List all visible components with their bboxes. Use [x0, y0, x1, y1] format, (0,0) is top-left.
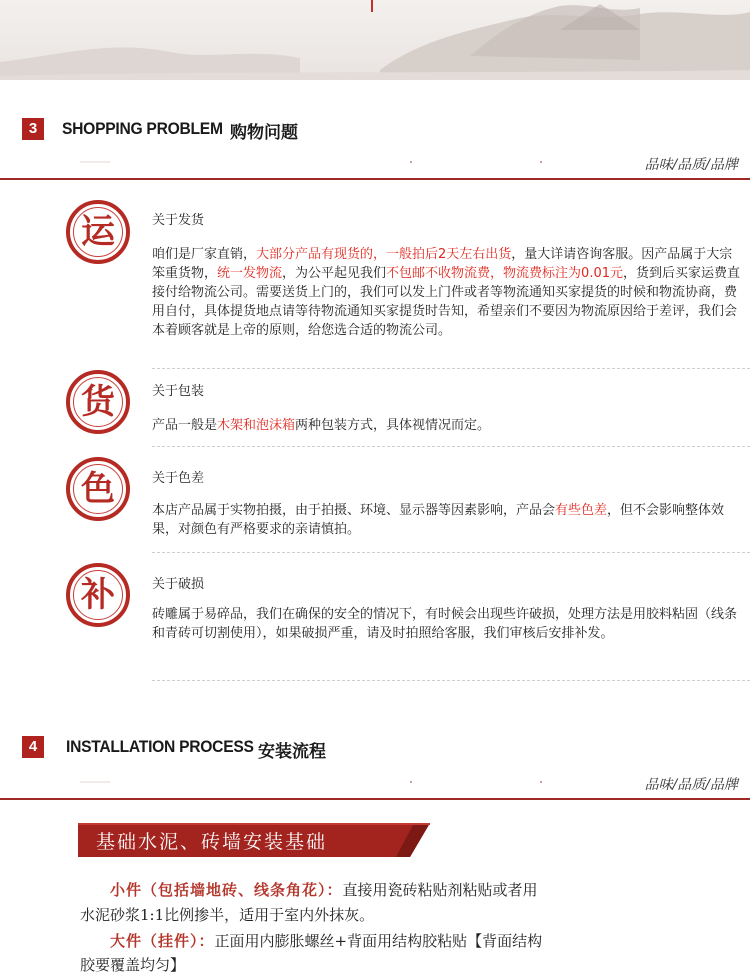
section-title-cn: 安装流程 — [258, 742, 326, 762]
section-title-cn: 购物问题 — [230, 123, 298, 143]
packaging-badge-icon: 货 — [66, 370, 130, 434]
faq-body: 本店产品属于实物拍摄，由于拍摄、环境、显示器等因素影响，产品会有些色差，但不会影响整体效果，对颜色有严格要求的亲请慎拍。 — [152, 503, 725, 537]
item-divider — [152, 368, 750, 369]
ink-mountains-icon — [0, 0, 750, 80]
section-number-badge: 3 — [22, 118, 44, 140]
faq-body: 砖雕属于易碎品，我们在确保的安全的情况下，有时候会出现些许破损，处理方法是用胶料粘固（线条和青砖可切割使用），如果破损严重，请及时拍照给客服，我们审核后安排补发。 — [152, 607, 738, 641]
small-items-label: 小件（包括墙地砖、线条角花）： — [110, 881, 343, 899]
install-large-items-cont: 胶要覆盖均匀】 — [80, 956, 186, 974]
faq-title: 关于包装 — [152, 384, 205, 399]
faq-title: 关于色差 — [152, 471, 205, 486]
install-large-items: 大件（挂件）：正面用内膨胀螺丝+背面用结构胶粘贴【背面结构 — [110, 932, 543, 950]
faq-body: 产品一般是木架和泡沫箱两种包装方式，具体视情况而定。 — [152, 418, 491, 433]
step-title: 基础水泥、砖墙安装基础 — [96, 831, 328, 853]
section-divider-line — [0, 798, 750, 800]
brand-slogan: 品味/品质/品牌 — [644, 157, 738, 173]
section-ticks — [80, 160, 720, 164]
section-header-shopping — [0, 112, 750, 202]
large-items-label: 大件（挂件）： — [110, 932, 215, 950]
item-divider — [152, 446, 750, 447]
color-badge-icon: 色 — [66, 457, 130, 521]
faq-title: 关于发货 — [152, 213, 205, 228]
item-divider — [152, 552, 750, 553]
section-ticks — [80, 780, 720, 784]
landscape-banner — [0, 0, 750, 80]
install-small-items: 小件（包括墙地砖、线条角花）：直接用瓷砖粘贴剂粘贴或者用 — [110, 881, 538, 899]
damage-badge-icon: 补 — [66, 563, 130, 627]
item-divider — [152, 680, 750, 681]
section-divider-line — [0, 178, 750, 180]
shipping-badge-icon: 运 — [66, 200, 130, 264]
section-title-en: SHOPPING PROBLEM — [62, 119, 223, 138]
section-header-install — [0, 734, 750, 824]
faq-title: 关于破损 — [152, 577, 205, 592]
section-title-en: INSTALLATION PROCESS — [66, 737, 254, 756]
brand-slogan: 品味/品质/品牌 — [644, 777, 738, 793]
install-small-items-cont: 水泥砂浆1:1比例掺半，适用于室内外抹灰。 — [80, 906, 375, 924]
faq-body: 咱们是厂家直销，大部分产品有现货的，一般拍后2天左右出货，量大详请咨询客服。因产品属于大宗笨重货物，统一发物流，为公平起见我们不包邮不收物流费，物流费标注为0.01元，货到后买家运费直接付给物流公司。需要送货上门的，我们可以发上门件或者等物流通知买家提货的时候和物流协商，费用自付，具体提货地点请等待物流通知买家提货时告知，希望亲们不要因为物流原因给于差评，我们会本着顾客就是上帝的原则，给您选合适的物流公司。 — [152, 247, 741, 338]
section-number-badge: 4 — [22, 736, 44, 758]
